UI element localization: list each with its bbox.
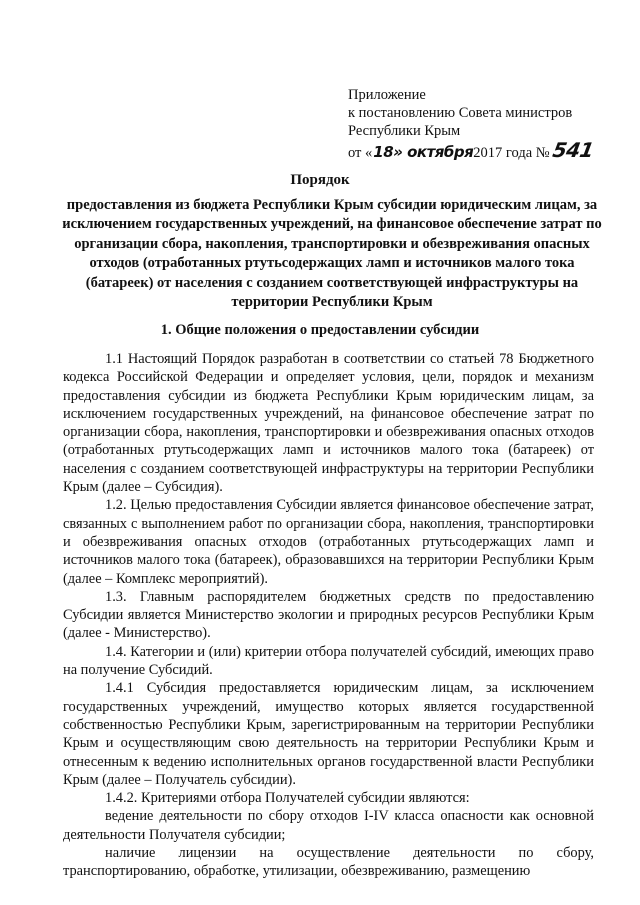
appendix-line: к постановлению Совета министров xyxy=(348,105,573,122)
section-heading: 1. Общие положения о предоставлении субсидии xyxy=(160,322,480,338)
paragraph-1-3: 1.3. Главным распорядителем бюджетных средств по предоставлению Субсидии является Министерство экологии и природных ресурсов Республики Крым (далее - Министерство). xyxy=(63,588,594,642)
paragraph-1-4: 1.4. Категории и (или) критерии отбора получателей субсидий, имеющих право на получение Субсидий. xyxy=(63,643,594,679)
handwritten-date: 18» октября xyxy=(373,142,474,161)
document-body xyxy=(63,350,594,881)
paragraph-1-2: 1.2. Целью предоставления Субсидии является финансовое обеспечение затрат, связанных с выполнением работ по организации сбора, накопления, транспортировки и обезвреживания опасных отходов (отработанных ртутьсодержащих ламп и источников малого тока (батареек), образовавшихся на территории Республики Крым (далее – Комплекс мероприятий). xyxy=(63,497,594,587)
criterion-item: наличие лицензии на осуществление деятельности по сбору, транспортированию, обработке, утилизации, обезвреживанию, размещению xyxy=(63,845,594,880)
date-prefix: от « xyxy=(348,144,373,161)
document-subtitle: предоставления из бюджета Республики Крым субсидии юридическим лицам, за исключением государственных учреждений, на финансовое обеспечение затрат по организации сбора, накопления, транспортировки и обезвреживания опасных отходов (отработанных ртутьсодержащих ламп и источников малого тока (батареек) от населения с созданием соответствующей инфраструктуры на территории Республики Крым xyxy=(62,197,602,311)
appendix-line: Республики Крым xyxy=(348,123,461,140)
paragraph-1-4-1: 1.4.1 Субсидия предоставляется юридическим лицам, за исключением государственных учреждений, имущество которых является государственной собственностью Республики Крым, зарегистрированным на территории Республики Крым и осуществляющим свою деятельность на территории Республики Крым и отнесенным к ведению исполнительных органов государственной власти Республики Крым (далее – Получатель субсидии). xyxy=(63,680,594,788)
criterion-item: ведение деятельности по сбору отходов I-IV класса опасности как основной деятельности Получателя субсидии; xyxy=(63,808,594,843)
paragraph-1-1: 1.1 Настоящий Порядок разработан в соответствии со статьей 78 Бюджетного кодекса Российской Федерации и определяет условия, цели, порядок и механизм предоставления субсидии из бюджета Республики Крым юридическим лицам, за исключением государственных учреждений, на финансовое обеспечение затрат по организации сбора, накопления, транспортировки и обезвреживания опасных отходов (отработанных ртутьсодержащих ламп и источников малого тока (батареек) от населения с созданием соответствующей инфраструктуры на территории Республики Крым (далее – Субсидия). xyxy=(63,351,594,496)
handwritten-number: 541 xyxy=(550,137,595,162)
paragraph-1-4-2: 1.4.2. Критериями отбора Получателей субсидии являются: xyxy=(105,790,470,807)
document-title: Порядок xyxy=(290,172,350,188)
appendix-block xyxy=(348,86,618,162)
appendix-line: Приложение xyxy=(348,87,426,103)
date-suffix: 2017 года № xyxy=(473,144,550,161)
appendix-date-line xyxy=(348,137,618,162)
